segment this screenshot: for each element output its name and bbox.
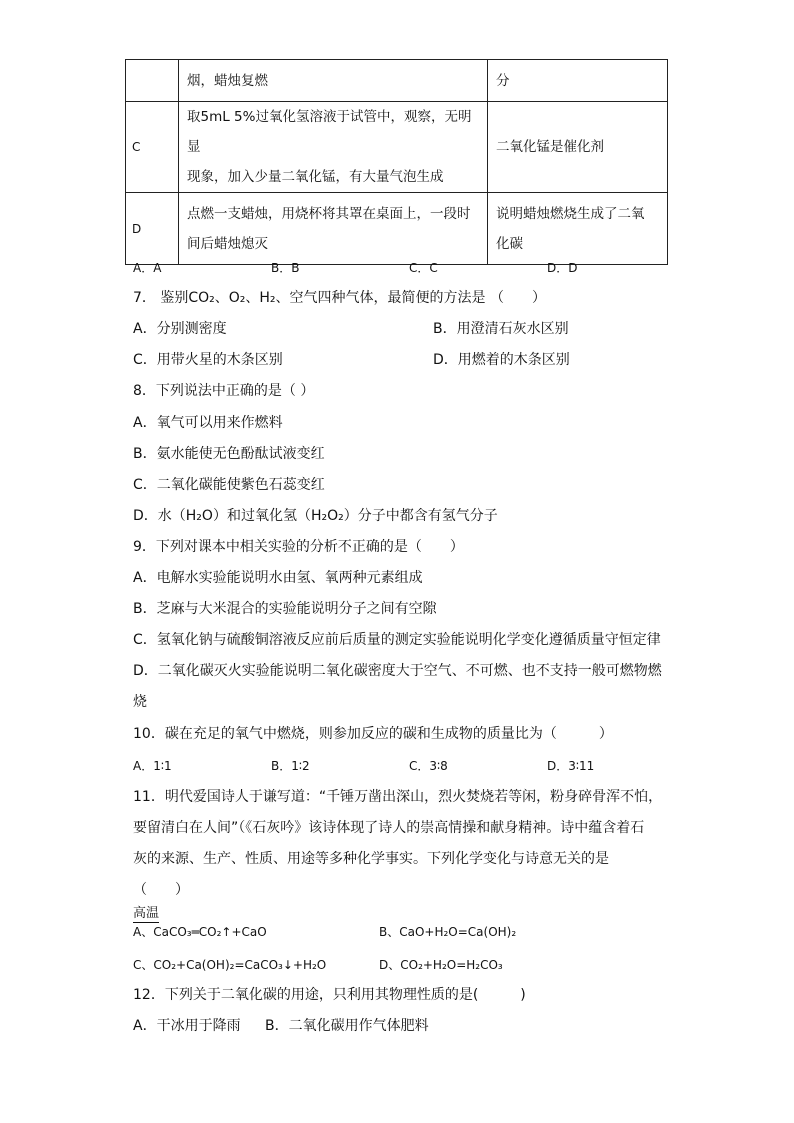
q8-stem: 8．下列说法中正确的是（ ） — [133, 383, 315, 399]
q10-stem: 10．碳在充足的氧气中燃烧，则参加反应的碳和生成物的质量比为（ ） — [133, 726, 613, 742]
q7-option-d: D．用燃着的木条区别 — [433, 352, 570, 368]
q12-option-a: A．干冰用于降雨 — [133, 1018, 241, 1034]
q7-stem: 7． 鉴别CO₂、O₂、H₂、空气四种气体，最简便的方法是 （ ） — [133, 290, 546, 306]
operation-cell — [179, 102, 488, 193]
q11-stem-line-2: 要留清白在人间”（《石灰吟》该诗体现了诗人的崇高情操和献身精神。诗中蕴含着石 — [133, 820, 645, 836]
row-label: C — [126, 102, 179, 193]
operation-cell — [179, 193, 488, 265]
q11-option-d: D、CO₂+H₂O=H₂CO₃ — [379, 958, 503, 972]
q10-option-d: D．3∶11 — [547, 759, 595, 773]
q10-option-c: C．3∶8 — [409, 759, 448, 773]
table-row — [126, 102, 668, 193]
row-label — [126, 60, 179, 102]
q11-stem-line-3: 灰的来源、生产、性质、用途等多种化学事实。下列化学变化与诗意无关的是 — [133, 851, 609, 867]
q10-option-a: A．1∶1 — [133, 759, 172, 773]
q9-stem: 9．下列对课本中相关实验的分析不正确的是（ ） — [133, 539, 464, 555]
q12-stem: 12．下列关于二氧化碳的用途，只利用其物理性质的是( ) — [133, 987, 526, 1003]
condition-label: 高温 — [133, 906, 160, 921]
conclusion-line: 化碳 — [496, 235, 523, 252]
q11-option-b: B、CaO+H₂O=Ca(OH)₂ — [379, 925, 517, 939]
q7-option-b: B．用澄清石灰水区别 — [433, 321, 569, 337]
q9-option-d-continued: 烧 — [133, 694, 147, 710]
operation-line: 点燃一支蜡烛，用烧杯将其罩在桌面上，一段时 — [187, 205, 471, 222]
operation-cell: 烟，蜡烛复燃 — [179, 60, 488, 102]
q7-option-a: A．分别测密度 — [133, 321, 227, 337]
q9-option-b: B．芝麻与大米混合的实验能说明分子之间有空隙 — [133, 601, 437, 617]
q7-option-c: C．用带火星的木条区别 — [133, 352, 283, 368]
conclusion-cell: 分 — [488, 60, 668, 102]
conclusion-line: 说明蜡烛燃烧生成了二氧 — [496, 205, 645, 222]
table-row — [126, 60, 668, 102]
operation-line: 现象，加入少量二氧化锰，有大量气泡生成 — [187, 169, 444, 185]
q6-option-d: D．D — [547, 261, 578, 275]
operation-line: 取5mL 5%过氧化氢溶液于试管中，观察，无明显 — [187, 109, 472, 155]
q6-option-b: B．B — [271, 261, 300, 275]
reaction-condition — [133, 906, 267, 942]
q9-option-a: A．电解水实验能说明水由氢、氧两种元素组成 — [133, 570, 423, 586]
q8-option-a: A．氧气可以用来作燃料 — [133, 415, 283, 431]
q11-option-c: C、CO₂+Ca(OH)₂=CaCO₃↓+H₂O — [133, 958, 327, 972]
q11-stem-line-4: （ ） — [133, 882, 189, 898]
row-label: D — [126, 193, 179, 265]
conclusion-cell — [488, 193, 668, 265]
q6-option-a: A．A — [133, 261, 162, 275]
q12-option-b: B．二氧化碳用作气体肥料 — [265, 1018, 429, 1034]
q8-option-c: C．二氧化碳能使紫色石蕊变红 — [133, 477, 325, 493]
q10-option-b: B．1∶2 — [271, 759, 310, 773]
q8-option-d: D．水（H₂O）和过氧化氢（H₂O₂）分子中都含有氢气分子 — [133, 508, 498, 524]
q9-option-c: C．氢氧化钠与硫酸铜溶液反应前后质量的测定实验能说明化学变化遵循质量守恒定律 — [133, 632, 661, 648]
q8-option-b: B．氨水能使无色酚酞试液变红 — [133, 446, 325, 462]
conclusion-cell: 二氧化锰是催化剂 — [488, 102, 668, 193]
experiment-table — [125, 59, 668, 265]
q11-option-a-text: A、CaCO₃═CO₂↑+CaO — [133, 925, 267, 939]
table-row — [126, 193, 668, 265]
q6-option-c: C．C — [409, 261, 438, 275]
operation-line: 间后蜡烛熄灭 — [187, 235, 268, 252]
q11-stem-line-1: 11．明代爱国诗人于谦写道：“千锤万凿出深山，烈火焚烧若等闲，粉身碎骨浑不怕， — [133, 789, 663, 805]
q9-option-d: D．二氧化碳灭火实验能说明二氧化碳密度大于空气、不可燃、也不支持一般可燃物燃 — [133, 663, 662, 679]
q11-option-a — [133, 906, 267, 942]
